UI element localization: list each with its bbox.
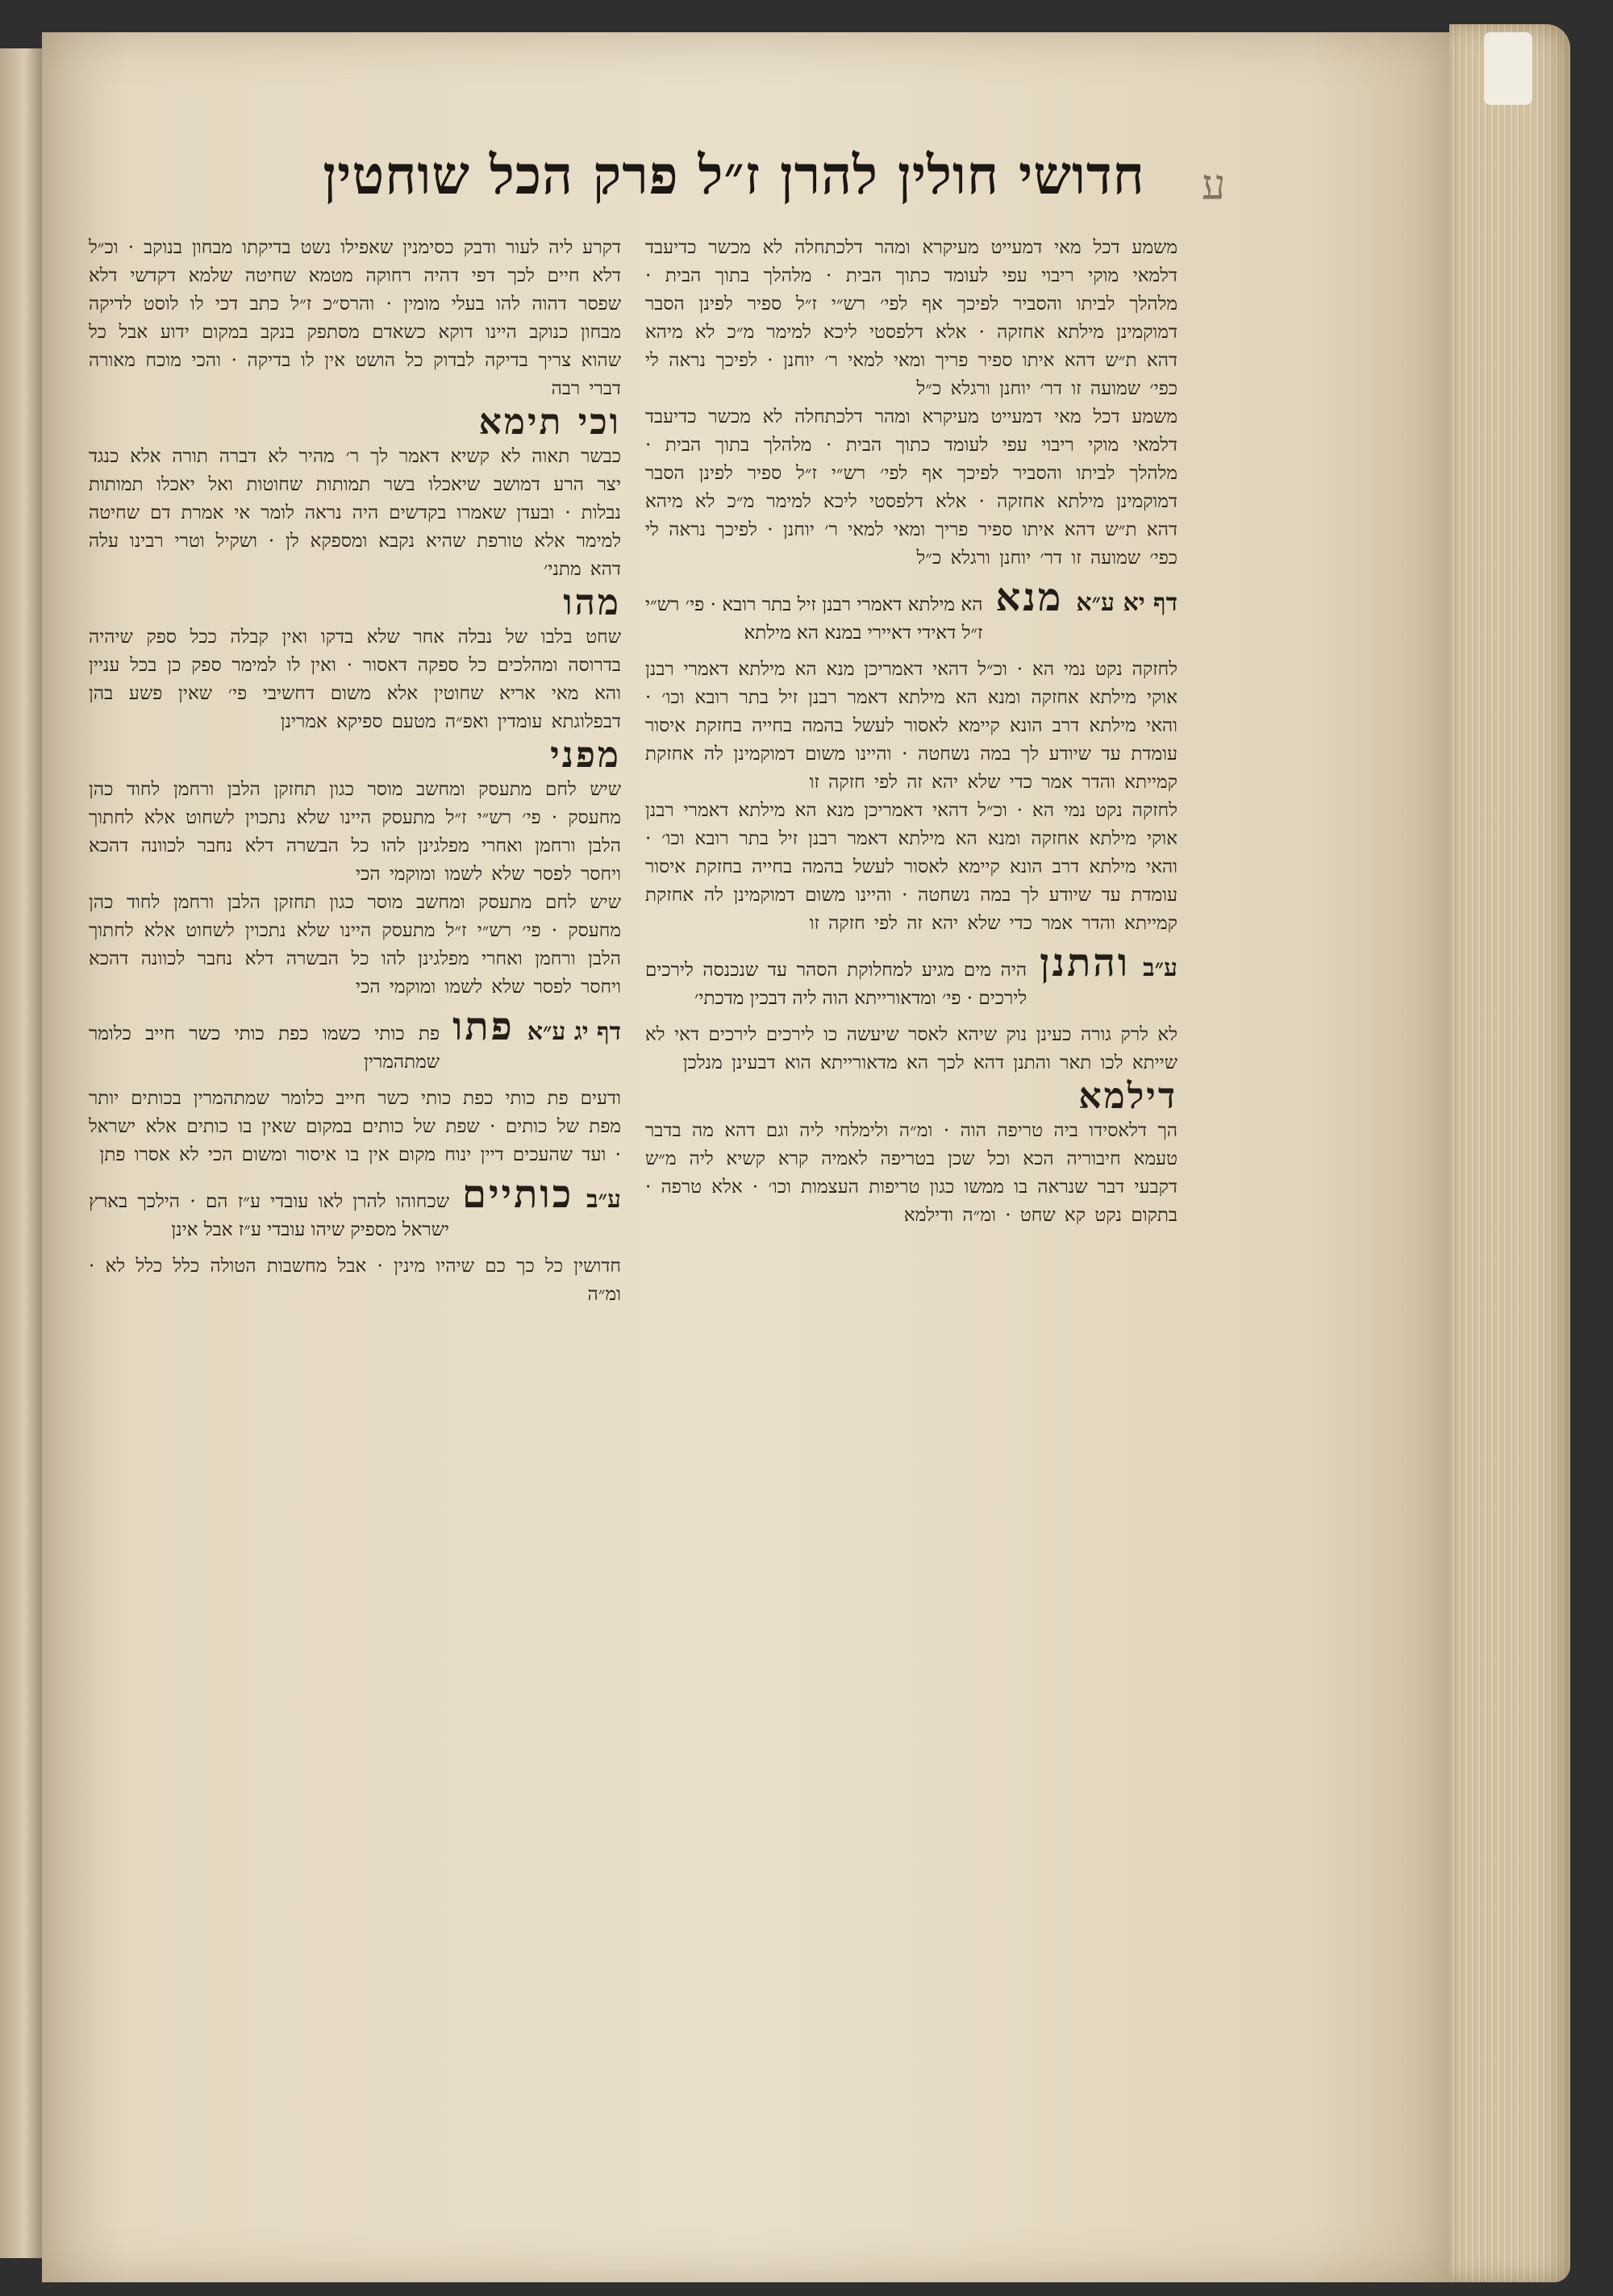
book-fore-edge [1449,24,1570,2282]
folio-label: דף יא ע״א [1076,589,1177,617]
right-col-paragraph-2b: לחזקה נקט נמי הא · וכ״ל דהאי דאמריכן מנא הא מילתא דאמרי רבנן אוקי מילתא אחזקה ומנא הא מילתא דאמר רבנן זיל בתר רובא וכו׳ · והאי מילתא דרב הונא קיימא לאסור לעשל בהמה בחייה בחזקת איסור עומדת עד שיודע לך במה נשחטה · והיינו משום דמוקמינן לה אחזקת קמייתא והדר אמר כדי שלא יהא זה לפי חזקה זו [645,800,1177,934]
heading-text: שכחוהו להרן לאו עובדי ע״ז הם · הילכך בארץ ישראל מספיק שיהו עובדי ע״ז אבל אינן [89,1191,450,1240]
left-col-paragraph-4: שיש לחם מתעסק ומחשב מוסר כגון תחזקן הלבן ורחמן לחוד כהן מחעסק · פי׳ רש״י ז״ל מתעסק היינו שלא נתכוין לשחוט אלא לחתוך הלבן ורחמן ואחרי מפלגינן להו כל הבשרה דלא נחבר לכוונה דהכא ויחסר לפסר שלא לשמו ומוקמי הכי [89,779,621,885]
folio-label: ע״ב [1143,954,1177,982]
heading-text: הא מילתא דאמרי רבנן זיל בתר רובא · פי׳ רש״י ז״ל דאידי דאיירי במנא הא מילתא [645,594,983,644]
dibbur-hamatchil: מהו [563,582,621,623]
left-col-paragraph-3: שחט בלבו של נבלה אחר שלא בדקו ואין קבלה ככל ספק שיהיה בדרוסה ומהלכים כל ספקה דאסור · ואין לו למימר ספק כן בכל עניין והא מאי אריא שחוטין אלא משום דחשיבי פי׳ שאין פשע בהן דבפלוגתא עומדין ואפ״ה מטעם ספיקא אמרינן [89,627,621,732]
left-section-heading-1 [89,1004,621,1077]
dibbur-hamatchil: וכי תימא [478,402,621,443]
dibbur-hamatchil: מפני [550,735,621,776]
folio-label: ע״ב [586,1186,621,1214]
left-section-heading-2 [89,1172,621,1244]
heading-text: פת כותי כשמו כפת כותי כשר חייב כלומר שמתהמרין [89,1023,440,1073]
right-col-paragraph-1b: משמע דכל מאי דמעייט מעיקרא ומהר דלכתחלה לא מכשר כדיעבד דלמאי מוקי ריבוי עפי לעומד כתוך הבית · מלהלך בתוך הבית · מלהלך לביתו והסביר לפיכך אף לפי׳ רש״י ז״ל ספיר לפינן הסבר דמוקמינן מילתא אחזקה · אלא דלפסטי ליכא למימר מ״כ לא מיהא דהא ת״ש דהא איתו ספיר פריך ומאי למאי ר׳ יוחנן · לפיכך נראה לי כפי׳ שמועה זו דר׳ יוחנן ורגלא כ״ל [645,406,1177,569]
right-col-paragraph-2: לחזקה נקט נמי הא · וכ״ל דהאי דאמריכן מנא הא מילתא דאמרי רבנן אוקי מילתא אחזקה ומנא הא מילתא דאמר רבנן זיל בתר רובא וכו׳ · והאי מילתא דרב הונא קיימא לאסור לעשל בהמה בחייה בחזקת איסור עומדת עד שיודע לך במה נשחטה · והיינו משום דמוקמינן לה אחזקת קמייתא והדר אמר כדי שלא יהא זה לפי חזקה זו [645,659,1177,793]
folio-letter: ע [1202,161,1226,210]
right-col-paragraph-4: הך דלאסידו ביה טריפה הוה · ומ״ה ולימלחי ליה וגם דהא מה בדבר טעמא חיבוריה הכא וכל שכן בטריפה לאמיה קרא קשיא ליה מ״ש דקבעי דבר שנראה בו ממשו כגון טריפות העצמות וכו׳ · אלא טרפה · בתקום נקט קא שחט · ומ״ה ודילמא [645,1120,1177,1226]
right-section-heading-1 [645,575,1177,648]
dibbur-hamatchil: והתנן [1040,940,1131,985]
left-col-paragraph-1: דקרע ליה לעור ודבק כסימנין שאפילו נשט בדיקתו מבחון בנוקב · וכ״ל דלא חיים לכך דפי דהיה רחוקה מטמא שחיטה שלמא דקדשי דלא שפסר דהוה להו בעלי מומין · והרס״כ ז״ל כתב דכי לו לוסט לדיקה מבחון כנוקב היינו דוקא כשאדם מסתפק בנקב במקום ידוע אבל כל שהוא צריך בדיקה לבדוק כל הושט אין לו בדיקה · והכי מוכח מאורה דברי רבה [89,237,621,399]
left-column [89,234,621,2065]
left-col-paragraph-6: חדושין כל כך כם שיהיו מינין · אבל מחשבות הטולה כלל כלל לא · ומ״ה [89,1256,621,1305]
dibbur-hamatchil: פתו [452,1004,515,1049]
page-tab-marker [1484,32,1532,105]
left-col-paragraph-5: ודעים פת כותי כפת כותי כשר חייב כלומר שמתהמרין בכותים יותר מפת של כותים · שפת של כותים במקום שאין בו כותים אלא ישראל · ועד שהעכים דיין ינוח מקום אין בו איסור ומשום הכי לא אסרו פתן [89,1088,621,1165]
dibbur-hamatchil: כותיים [462,1172,574,1217]
folio-label: דף יג ע״א [527,1018,621,1046]
right-col-paragraph-3: לא לרק גורה כעינן נוק שיהא לאסר שיעשה כו לירכים לירכים דאי לא שייתא לכו תאר והתנן דהא לכך הא מדאורייתא הוא דבעינן מנלכן [645,1024,1177,1073]
right-col-paragraph-1: משמע דכל מאי דמעייט מעיקרא ומהר דלכתחלה לא מכשר כדיעבד דלמאי מוקי ריבוי עפי לעומד כתוך הבית · מלהלך בתוך הבית · מלהלך לביתו והסביר לפיכך אף לפי׳ רש״י ז״ל ספיר לפינן הסבר דמוקמינן מילתא אחזקה · אלא דלפסטי ליכא למימר מ״כ לא מיהא דהא ת״ש דהא איתו ספיר פריך ומאי למאי ר׳ יוחנן · לפיכך נראה לי כפי׳ שמועה זו דר׳ יוחנן ורגלא כ״ל [645,237,1177,399]
dibbur-hamatchil: מנא [995,575,1064,620]
running-head: חדושי חולין להרן ז״ל פרק הכל שוחטין [323,144,1145,206]
verso-page-edge [0,48,44,2258]
heading-text: היה מים מגיע למחלוקת הסהר עד שנכנסה לירכים לירכים · פי׳ ומדאורייתא הוה ליה דבכין מדכתי׳ [645,960,1027,1009]
right-column [645,234,1177,2065]
left-col-paragraph-4b: שיש לחם מתעסק ומחשב מוסר כגון תחזקן הלבן ורחמן לחוד כהן מחעסק · פי׳ רש״י ז״ל מתעסק היינו שלא נתכוין לשחוט אלא לחתוך הלבן ורחמן ואחרי מפלגינן להו כל הבשרה דלא נחבר לכוונה דהכא ויחסר לפסר שלא לשמו ומוקמי הכי [89,892,621,998]
right-section-heading-2 [645,940,1177,1013]
dibbur-hamatchil: דילמא [1078,1076,1177,1117]
left-col-paragraph-2: כבשר תאוה לא קשיא דאמר לך ר׳ מהיר לא דברה תורה אלא כנגד יצר הרע דמושב שיאכלו בשר תמותות שחוטות ואל יאכלו תמותות נבלות · ובעדן שאמרו בקדשים היה נראה לומר אי אמרת דם שחיטה למימר אלא טורפת שהיא נקבא ומספקא לן · ושקיל וטרי רבינו עלה דהא מתני׳ [89,446,621,580]
